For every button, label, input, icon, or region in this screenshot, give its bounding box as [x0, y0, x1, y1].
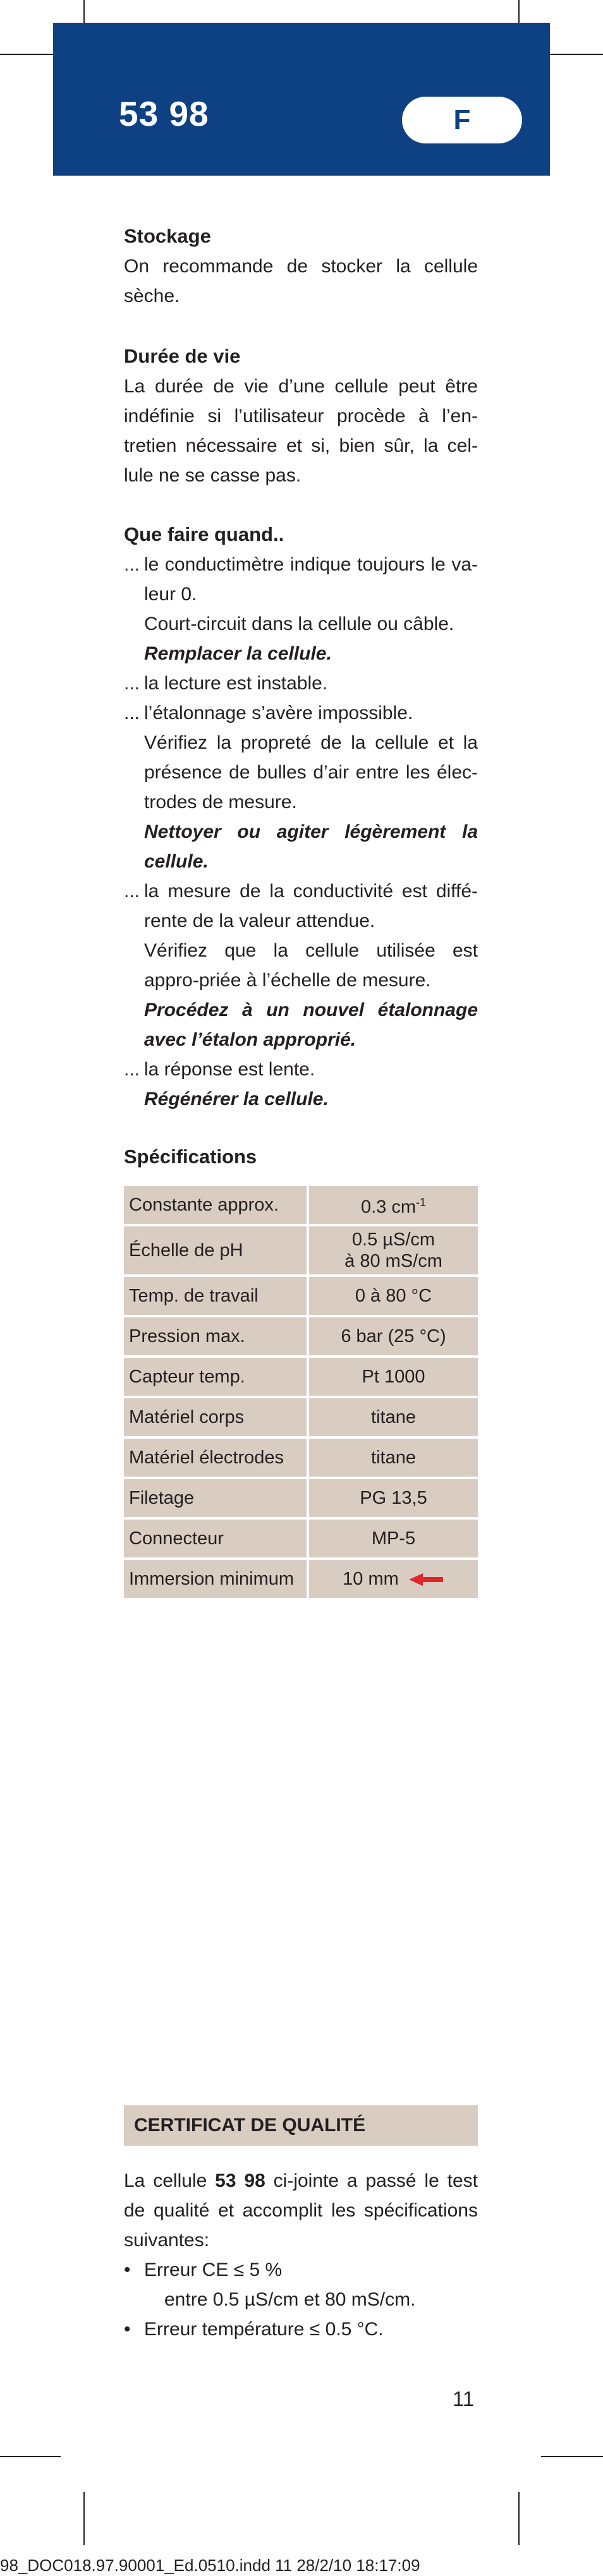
specs-table: [124, 1183, 478, 1600]
table-row: [124, 1277, 478, 1315]
certificate-section: [124, 2105, 478, 2344]
lifetime-heading: Durée de vie: [124, 345, 241, 367]
spec-value: MP-5: [309, 1520, 478, 1557]
table-row: [124, 1520, 478, 1557]
list-item: • Erreur température ≤ 0.5 °C.: [124, 2319, 384, 2340]
page-number: 11: [453, 2387, 475, 2410]
item-lead: la réponse est lente.: [144, 1059, 315, 1080]
list-item-detail: entre 0.5 µS/cm et 80 mS/cm.: [164, 2289, 416, 2310]
item-lead: l’étalonnage s’avère impossible.: [144, 703, 413, 723]
certificate-heading: CERTIFICAT DE QUALITÉ: [124, 2105, 478, 2146]
spec-value: Pt 1000: [309, 1358, 478, 1396]
spec-value: 0 à 80 °C: [309, 1277, 478, 1315]
item-info: Vérifiez la propreté de la cellule et la présence de bulles d’air entre les élec-trodes de mesure.: [144, 732, 478, 813]
table-row: [124, 1186, 478, 1224]
spec-value: 10 mm: [309, 1560, 478, 1598]
troubleshoot-item: ... l’étalonnage s’avère impossible.: [124, 703, 413, 723]
storage-section: [124, 221, 478, 311]
troubleshoot-item: ... la lecture est instable.: [124, 673, 328, 694]
spec-label: Matériel corps: [124, 1398, 309, 1436]
table-row: [124, 1479, 478, 1517]
spec-value: 0.3 $cm^{-1}$: [309, 1186, 478, 1224]
model-number: 53 98: [119, 94, 209, 133]
table-row: [124, 1439, 478, 1477]
troubleshoot-section: [124, 519, 478, 1114]
troubleshoot-heading: Que faire quand..: [124, 523, 284, 545]
troubleshoot-item: ... la mesure de la conductivité est diffé-rente de la valeur attendue.: [124, 881, 478, 931]
spec-label: Échelle de pH: [124, 1226, 309, 1274]
list-item: • Erreur CE ≤ 5 %: [124, 2259, 283, 2280]
table-row: [124, 1560, 478, 1598]
lifetime-text: La durée de vie d’une cellule peut être indéfinie si l’utilisateur procède à l’en-tretien nécessaire et si, bien sûr, la cel-lule ne se casse pas.: [124, 376, 478, 486]
storage-heading: Stockage: [124, 225, 211, 247]
spec-value: PG 13,5: [309, 1479, 478, 1517]
item-info: Vérifiez que la cellule utilisée est appro-priée à l’échelle de mesure.: [144, 940, 478, 991]
specs-heading: Spécifications: [124, 1146, 257, 1168]
table-row: [124, 1358, 478, 1396]
crop-mark: [83, 2492, 85, 2545]
item-lead: le conductimètre indique toujours le va-leur 0.: [144, 554, 478, 605]
item-action: Régénérer la cellule.: [144, 1089, 329, 1110]
spec-label: Filetage: [124, 1479, 309, 1517]
certificate-model: 53 98: [215, 2170, 265, 2191]
crop-mark: [0, 2456, 61, 2457]
certificate-intro: La cellule 53 98 ci-jointe a passé le test de qualité et accomplit les spécifications suivantes:: [124, 2170, 478, 2251]
troubleshoot-item: ... la réponse est lente.: [124, 1059, 315, 1080]
item-lead: la mesure de la conductivité est diffé-rente de la valeur attendue.: [144, 881, 478, 931]
table-row: [124, 1226, 478, 1274]
item-action: Nettoyer ou agiter légèrement la cellule.: [144, 821, 478, 872]
spec-label: Connecteur: [124, 1520, 309, 1557]
red-arrow-icon: [409, 1573, 444, 1587]
spec-label: Pression max.: [124, 1317, 309, 1355]
crop-mark: [518, 2492, 520, 2545]
item-action: Procédez à un nouvel étalonnage avec l’étalon approprié.: [144, 1000, 478, 1050]
spec-value: titane: [309, 1398, 478, 1436]
specs-section: [124, 1142, 478, 1600]
item-action: Remplacer la cellule.: [144, 643, 332, 664]
spec-label: Matériel électrodes: [124, 1439, 309, 1477]
spec-label: Constante approx.: [124, 1186, 309, 1224]
troubleshoot-item: ... le conductimètre indique toujours le va-leur 0.: [124, 554, 478, 605]
spec-label: Temp. de travail: [124, 1277, 309, 1315]
spec-label: Immersion minimum: [124, 1560, 309, 1598]
crop-mark: [541, 2456, 603, 2457]
table-row: [124, 1398, 478, 1436]
header-band: [53, 23, 550, 176]
table-row: [124, 1317, 478, 1355]
spec-value: 6 bar (25 °C): [309, 1317, 478, 1355]
lifetime-section: [124, 341, 478, 490]
print-slug: 98_DOC018.97.90001_Ed.0510.indd 11 28/2/10 18:17:09: [0, 2556, 420, 2575]
language-badge: F: [402, 97, 522, 143]
spec-label: Capteur temp.: [124, 1358, 309, 1396]
storage-text: On recommande de stocker la cellule sèche.: [124, 256, 478, 306]
spec-value: 0.5 µS/cm à 80 mS/cm: [309, 1226, 478, 1274]
spec-value: titane: [309, 1439, 478, 1477]
item-lead: la lecture est instable.: [144, 673, 328, 694]
item-info: Court-circuit dans la cellule ou câble.: [144, 614, 454, 634]
